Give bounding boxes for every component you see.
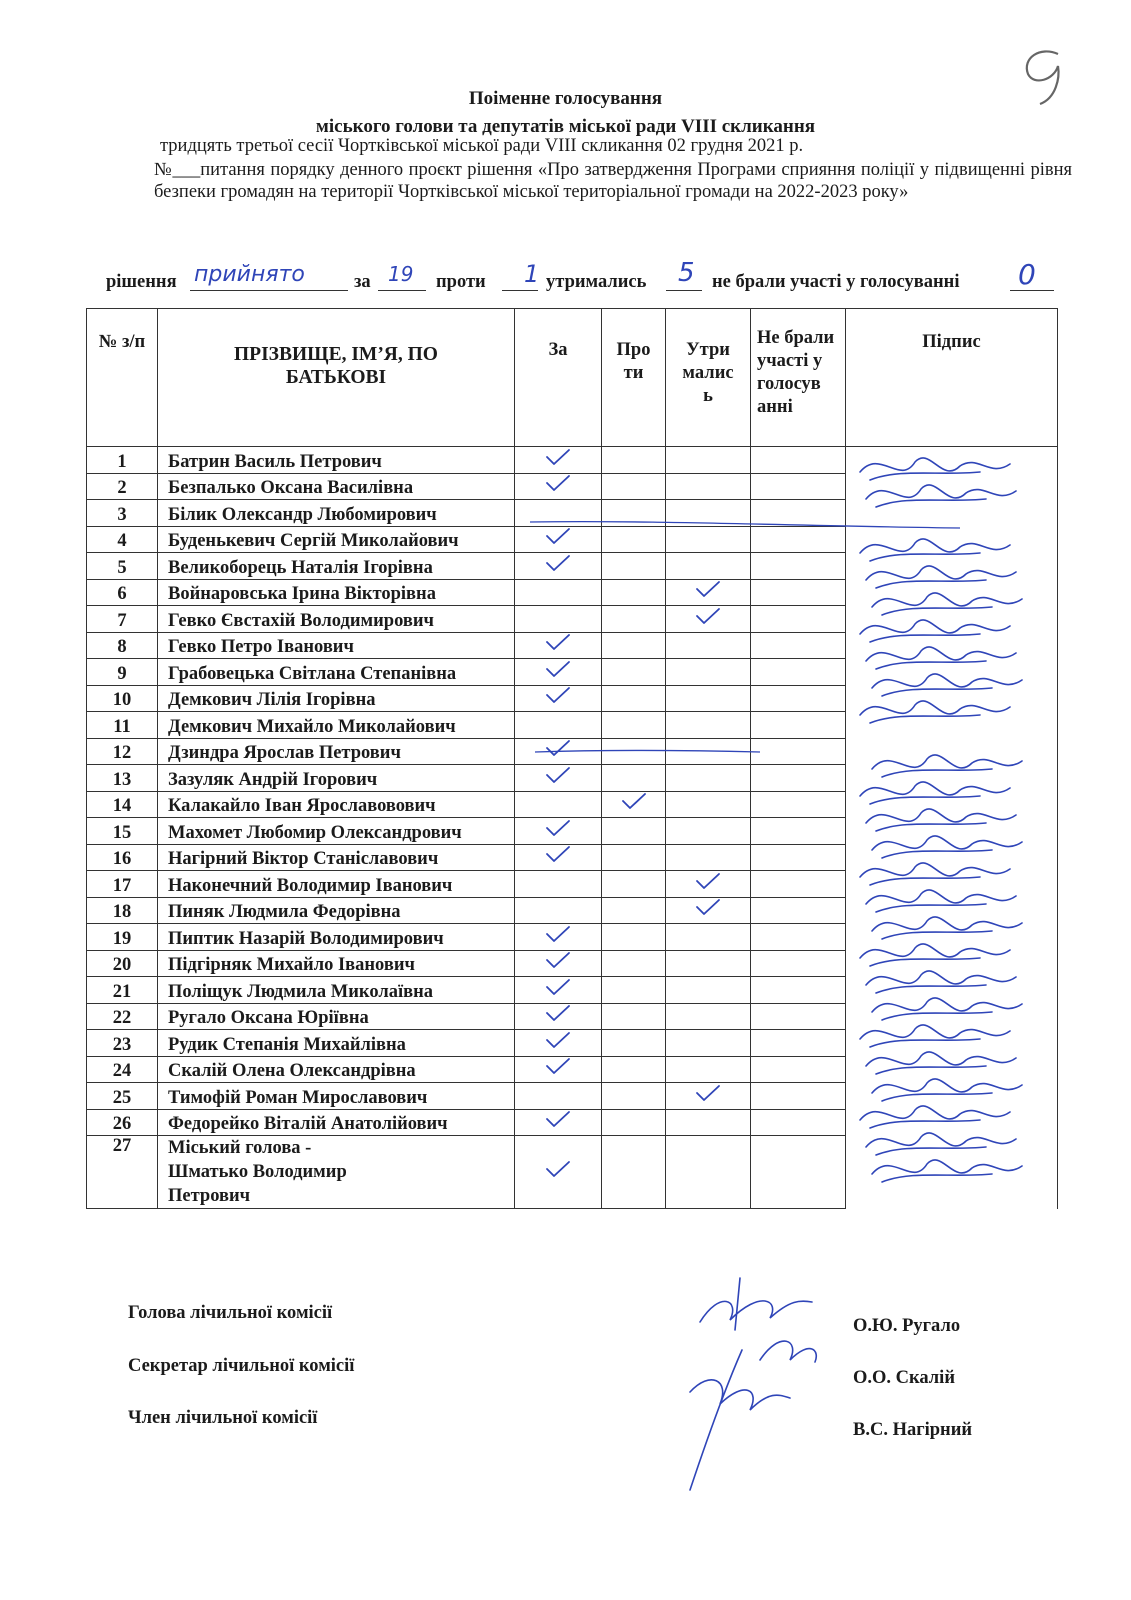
vote-against-cell <box>602 1083 666 1110</box>
row-name: Гевко Євстахій Володимирович <box>158 606 515 633</box>
absent-label: не брали участі у голосуванні <box>712 272 960 292</box>
signature-cell <box>846 1109 1058 1136</box>
vote-abstained-cell <box>666 1030 751 1057</box>
vote-against-cell <box>602 1030 666 1057</box>
row-num: 19 <box>87 924 158 951</box>
decision-label: рішення <box>106 272 177 292</box>
vote-absent-cell <box>751 1056 846 1083</box>
vote-for-cell <box>515 897 602 924</box>
decision-value: прийнято <box>194 262 305 287</box>
vote-for-cell <box>515 818 602 845</box>
vote-abstained-cell <box>666 765 751 792</box>
row-num: 26 <box>87 1109 158 1136</box>
vote-absent-cell <box>751 765 846 792</box>
vote-absent-cell <box>751 553 846 580</box>
for-value: 19 <box>388 262 414 286</box>
row-name: Калакайло Іван Ярославовович <box>158 791 515 818</box>
table-row <box>87 1030 1058 1057</box>
vote-for-cell <box>515 659 602 686</box>
row-name: Ругало Оксана Юріївна <box>158 1003 515 1030</box>
vote-for-cell <box>515 1003 602 1030</box>
table-row <box>87 897 1058 924</box>
row-name: Дзиндра Ярослав Петрович <box>158 738 515 765</box>
row-num: 16 <box>87 844 158 871</box>
row-num: 27 <box>87 1136 158 1209</box>
signature-cell <box>846 1083 1058 1110</box>
vote-against-cell <box>602 579 666 606</box>
vote-abstained-cell <box>666 738 751 765</box>
table-row <box>87 844 1058 871</box>
row-name: Поліщук Людмила Миколаївна <box>158 977 515 1004</box>
vote-absent-cell <box>751 977 846 1004</box>
vote-absent-cell <box>751 871 846 898</box>
signature-cell <box>846 632 1058 659</box>
vote-for-cell <box>515 526 602 553</box>
row-num: 17 <box>87 871 158 898</box>
row-num: 6 <box>87 579 158 606</box>
absent-value: 0 <box>1018 258 1036 291</box>
row-num: 5 <box>87 553 158 580</box>
vote-against-cell <box>602 818 666 845</box>
vote-abstained-cell <box>666 1056 751 1083</box>
row-num: 18 <box>87 897 158 924</box>
vote-abstained-cell <box>666 1083 751 1110</box>
row-name: Батрин Василь Петрович <box>158 447 515 474</box>
table-row <box>87 712 1058 739</box>
vote-abstained-cell <box>666 553 751 580</box>
signature-cell <box>846 844 1058 871</box>
table-row <box>87 1083 1058 1110</box>
vote-for-cell <box>515 473 602 500</box>
vote-against-cell <box>602 871 666 898</box>
vote-abstained-cell <box>666 924 751 951</box>
signature-cell <box>846 526 1058 553</box>
table-row <box>87 579 1058 606</box>
vote-absent-cell <box>751 818 846 845</box>
row-name: Пиняк Людмила Федорівна <box>158 897 515 924</box>
table-row <box>87 1109 1058 1136</box>
row-name: Федорейко Віталій Анатолійович <box>158 1109 515 1136</box>
table-row <box>87 791 1058 818</box>
vote-for-cell <box>515 738 602 765</box>
row-num: 4 <box>87 526 158 553</box>
signature-cell <box>846 897 1058 924</box>
vote-against-cell <box>602 924 666 951</box>
commission-role-3: Член лічильної комісії <box>128 1408 318 1428</box>
vote-against-cell <box>602 500 666 527</box>
table-row <box>87 977 1058 1004</box>
vote-absent-cell <box>751 1083 846 1110</box>
vote-abstained-cell <box>666 526 751 553</box>
vote-absent-cell <box>751 950 846 977</box>
header-name: ПРІЗВИЩЕ, ІМ’Я, ПО БАТЬКОВІ <box>158 309 515 447</box>
row-name: Демкович Михайло Миколайович <box>158 712 515 739</box>
row-num: 25 <box>87 1083 158 1110</box>
row-num: 14 <box>87 791 158 818</box>
row-name: Безпалько Оксана Василівна <box>158 473 515 500</box>
row-num: 23 <box>87 1030 158 1057</box>
vote-against-cell <box>602 632 666 659</box>
table-row <box>87 659 1058 686</box>
abstained-value: 5 <box>678 258 695 288</box>
vote-absent-cell <box>751 1136 846 1209</box>
vote-abstained-cell <box>666 950 751 977</box>
row-name: Демкович Лілія Ігорівна <box>158 685 515 712</box>
vote-for-cell <box>515 712 602 739</box>
signature-cell <box>846 473 1058 500</box>
vote-absent-cell <box>751 1003 846 1030</box>
vote-for-cell <box>515 871 602 898</box>
vote-absent-cell <box>751 791 846 818</box>
vote-for-cell <box>515 950 602 977</box>
row-num: 21 <box>87 977 158 1004</box>
vote-abstained-cell <box>666 871 751 898</box>
header-against: Про ти <box>602 309 666 447</box>
vote-against-cell <box>602 1136 666 1209</box>
vote-absent-cell <box>751 447 846 474</box>
row-name: Рудик Степанія Михайлівна <box>158 1030 515 1057</box>
vote-absent-cell <box>751 500 846 527</box>
row-name: Махомет Любомир Олександрович <box>158 818 515 845</box>
row-num: 12 <box>87 738 158 765</box>
signature-cell <box>846 712 1058 739</box>
vote-abstained-cell <box>666 1136 751 1209</box>
commission-name-3: В.С. Нагірний <box>853 1420 973 1440</box>
signature-cell <box>846 685 1058 712</box>
row-name: Войнаровська Ірина Вікторівна <box>158 579 515 606</box>
row-name: Білик Олександр Любомирович <box>158 500 515 527</box>
vote-against-cell <box>602 553 666 580</box>
table-row <box>87 1136 1058 1209</box>
table-row <box>87 632 1058 659</box>
vote-abstained-cell <box>666 791 751 818</box>
vote-against-cell <box>602 844 666 871</box>
row-num: 24 <box>87 1056 158 1083</box>
signature-cell <box>846 1056 1058 1083</box>
against-value: 1 <box>524 260 540 288</box>
vote-absent-cell <box>751 897 846 924</box>
row-num: 8 <box>87 632 158 659</box>
vote-against-cell <box>602 473 666 500</box>
vote-for-cell <box>515 977 602 1004</box>
vote-against-cell <box>602 1109 666 1136</box>
table-row <box>87 447 1058 474</box>
commission-role-2: Секретар лічильної комісії <box>128 1356 355 1376</box>
vote-abstained-cell <box>666 473 751 500</box>
vote-for-cell <box>515 765 602 792</box>
vote-abstained-cell <box>666 844 751 871</box>
row-name: Буденькевич Сергій Миколайович <box>158 526 515 553</box>
signature-cell <box>846 606 1058 633</box>
signature-cell <box>846 871 1058 898</box>
row-name: Скалій Олена Олександрівна <box>158 1056 515 1083</box>
signature-cell <box>846 738 1058 765</box>
against-label: проти <box>436 272 486 292</box>
table-header-row <box>87 309 1058 447</box>
vote-absent-cell <box>751 606 846 633</box>
table-row <box>87 500 1058 527</box>
vote-absent-cell <box>751 685 846 712</box>
signature-cell <box>846 977 1058 1004</box>
vote-against-cell <box>602 447 666 474</box>
vote-for-cell <box>515 1083 602 1110</box>
abstained-label: утримались <box>546 272 647 292</box>
table-row <box>87 818 1058 845</box>
vote-abstained-cell <box>666 977 751 1004</box>
row-name: Грабовецька Світлана Степанівна <box>158 659 515 686</box>
vote-abstained-cell <box>666 712 751 739</box>
vote-abstained-cell <box>666 606 751 633</box>
vote-for-cell <box>515 685 602 712</box>
signature-cell <box>846 579 1058 606</box>
signature-cell <box>846 818 1058 845</box>
table-row <box>87 526 1058 553</box>
vote-for-cell <box>515 500 602 527</box>
vote-for-cell <box>515 447 602 474</box>
vote-abstained-cell <box>666 897 751 924</box>
row-num: 7 <box>87 606 158 633</box>
vote-absent-cell <box>751 473 846 500</box>
header-signature: Підпис <box>846 309 1058 447</box>
vote-for-cell <box>515 1030 602 1057</box>
vote-against-cell <box>602 897 666 924</box>
signature-cell <box>846 950 1058 977</box>
header-for: За <box>515 309 602 447</box>
vote-abstained-cell <box>666 659 751 686</box>
header-abstained: Утри малис ь <box>666 309 751 447</box>
document-title: Поіменне голосування <box>468 88 663 109</box>
signature-cell <box>846 924 1058 951</box>
vote-absent-cell <box>751 844 846 871</box>
vote-absent-cell <box>751 659 846 686</box>
vote-abstained-cell <box>666 447 751 474</box>
vote-for-cell <box>515 924 602 951</box>
row-num: 2 <box>87 473 158 500</box>
result-line <box>106 258 1086 308</box>
row-num: 20 <box>87 950 158 977</box>
row-name: Пиптик Назарій Володимирович <box>158 924 515 951</box>
row-name: Зазуляк Андрій Ігорович <box>158 765 515 792</box>
signature-cell <box>846 553 1058 580</box>
vote-against-cell <box>602 1056 666 1083</box>
table-row <box>87 685 1058 712</box>
table-row <box>87 765 1058 792</box>
vote-against-cell <box>602 738 666 765</box>
vote-against-cell <box>602 526 666 553</box>
header-absent: Не брали участі у голосув анні <box>751 309 846 447</box>
vote-against-cell <box>602 977 666 1004</box>
vote-abstained-cell <box>666 1109 751 1136</box>
vote-against-cell <box>602 765 666 792</box>
vote-abstained-cell <box>666 500 751 527</box>
table-row <box>87 1003 1058 1030</box>
document-title-line2: міського голови та депутатів міської ради VIII скликання <box>315 116 816 137</box>
vote-abstained-cell <box>666 685 751 712</box>
vote-against-cell <box>602 712 666 739</box>
vote-absent-cell <box>751 924 846 951</box>
vote-for-cell <box>515 1056 602 1083</box>
vote-against-cell <box>602 606 666 633</box>
row-name: Гевко Петро Іванович <box>158 632 515 659</box>
vote-absent-cell <box>751 738 846 765</box>
row-num: 22 <box>87 1003 158 1030</box>
vote-abstained-cell <box>666 1003 751 1030</box>
commission-name-1: О.Ю. Ругало <box>853 1316 961 1336</box>
table-row <box>87 1056 1058 1083</box>
table-row <box>87 924 1058 951</box>
session-subtitle: тридцять третьої сесії Чортківської міської ради VIII скликання 02 грудня 2021 р. <box>160 136 804 156</box>
signature-cell <box>846 500 1058 527</box>
row-num: 9 <box>87 659 158 686</box>
table-row <box>87 738 1058 765</box>
table-row <box>87 553 1058 580</box>
signature-cell <box>846 447 1058 474</box>
vote-absent-cell <box>751 632 846 659</box>
vote-abstained-cell <box>666 579 751 606</box>
signature-cell <box>846 765 1058 792</box>
vote-absent-cell <box>751 1109 846 1136</box>
vote-against-cell <box>602 950 666 977</box>
row-name: Наконечний Володимир Іванович <box>158 871 515 898</box>
vote-against-cell <box>602 791 666 818</box>
vote-for-cell <box>515 553 602 580</box>
row-name: Нагірний Віктор Станіславович <box>158 844 515 871</box>
table-row <box>87 473 1058 500</box>
vote-absent-cell <box>751 1030 846 1057</box>
agenda-question: №___питання порядку денного проєкт рішення «Про затвердження Програми сприяння поліції у підвищенні рівня безпеки громадян на території Чортківської міської територіальної громади на 2022-2023 року» <box>154 160 1072 202</box>
vote-for-cell <box>515 844 602 871</box>
signature-cell <box>846 1030 1058 1057</box>
signature-cell <box>846 659 1058 686</box>
signature-cell <box>846 1003 1058 1030</box>
vote-absent-cell <box>751 579 846 606</box>
row-name: Підгірняк Михайло Іванович <box>158 950 515 977</box>
row-name: Тимофій Роман Мирославович <box>158 1083 515 1110</box>
vote-absent-cell <box>751 526 846 553</box>
row-num: 13 <box>87 765 158 792</box>
vote-for-cell <box>515 791 602 818</box>
table-row <box>87 950 1058 977</box>
vote-for-cell <box>515 1109 602 1136</box>
vote-for-cell <box>515 606 602 633</box>
vote-absent-cell <box>751 712 846 739</box>
voting-table <box>86 308 1058 1209</box>
vote-for-cell <box>515 632 602 659</box>
header-num: № з/п <box>87 309 158 447</box>
commission-name-2: О.О. Скалій <box>853 1368 955 1388</box>
vote-for-cell <box>515 579 602 606</box>
table-row <box>87 606 1058 633</box>
vote-abstained-cell <box>666 632 751 659</box>
row-num: 1 <box>87 447 158 474</box>
row-name: Міський голова - Шматько Володимир Петрович <box>158 1136 515 1209</box>
row-num: 15 <box>87 818 158 845</box>
table-row <box>87 871 1058 898</box>
vote-against-cell <box>602 659 666 686</box>
commission-role-1: Голова лічильної комісії <box>128 1303 333 1323</box>
signature-cell <box>846 791 1058 818</box>
signature-cell <box>846 1136 1058 1209</box>
vote-against-cell <box>602 685 666 712</box>
vote-against-cell <box>602 1003 666 1030</box>
row-num: 11 <box>87 712 158 739</box>
row-num: 10 <box>87 685 158 712</box>
row-num: 3 <box>87 500 158 527</box>
row-name: Великоборець Наталія Ігорівна <box>158 553 515 580</box>
vote-abstained-cell <box>666 818 751 845</box>
for-label: за <box>354 272 371 292</box>
vote-for-cell <box>515 1136 602 1209</box>
